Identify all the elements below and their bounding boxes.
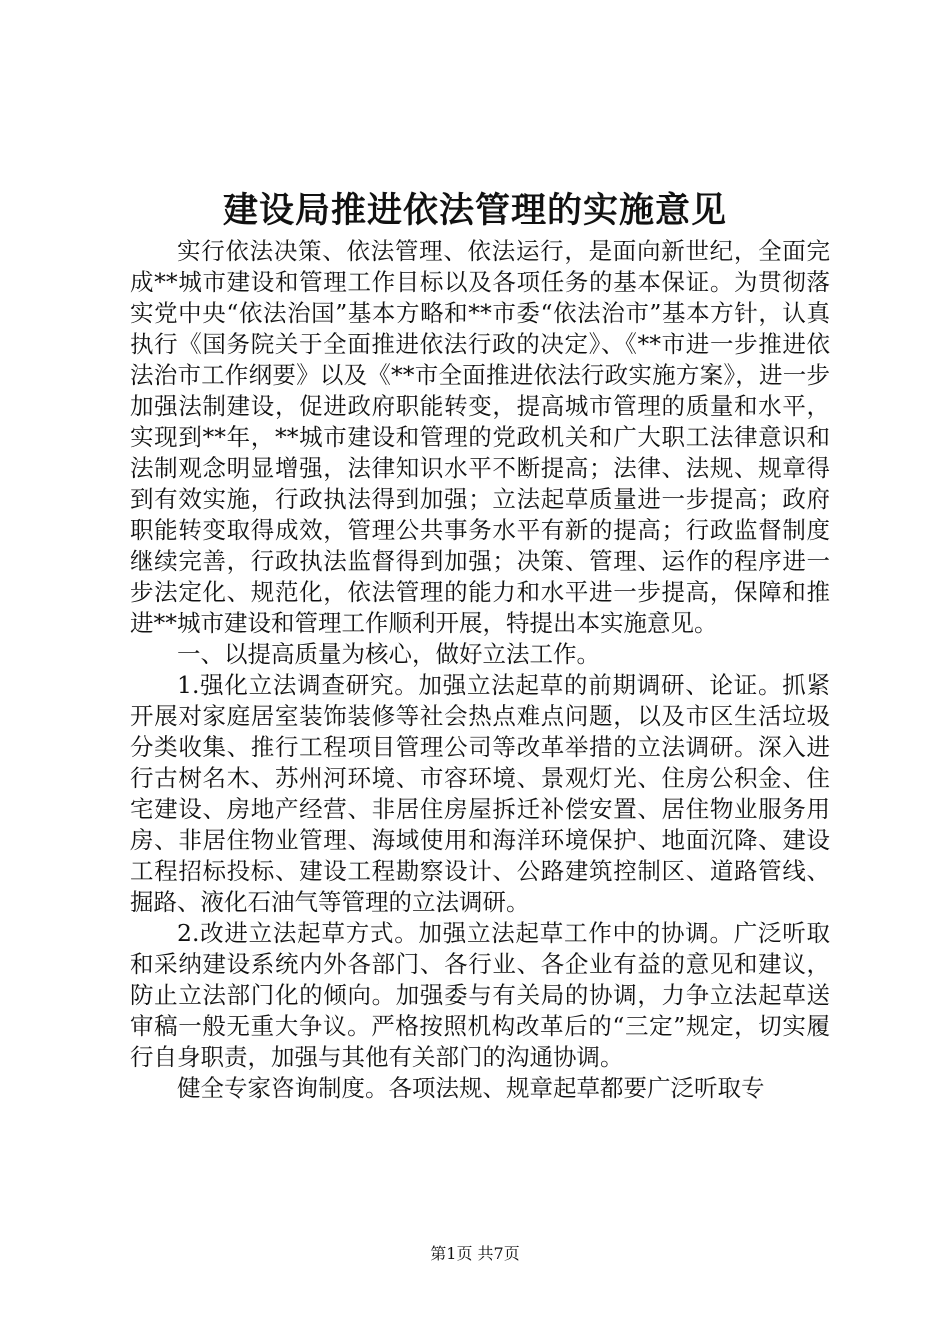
document-body xyxy=(130,236,830,1104)
paragraph-item-2: 2.改进立法起草方式。加强立法起草工作中的协调。广泛听取和采纳建设系统内外各部门、各行业、各企业有益的意见和建议，防止立法部门化的倾向。加强委与有关局的协调，力争立法起草送审稿一般无重大争议。严格按照机构改革后的“三定”规定，切实履行自身职责，加强与其他有关部门的沟通协调。 xyxy=(130,919,830,1071)
paragraph-item-1: 1.强化立法调查研究。加强立法起草的前期调研、论证。抓紧开展对家庭居室装饰装修等社会热点难点问题，以及市区生活垃圾分类收集、推行工程项目管理公司等改革举措的立法调研。深入进行古树名木、苏州河环境、市容环境、景观灯光、住房公积金、住宅建设、房地产经营、非居住房屋拆迁补偿安置、居住物业服务用房、非居住物业管理、海域使用和海洋环境保护、地面沉降、建设工程招标投标、建设工程勘察设计、公路建筑控制区、道路管线、掘路、液化石油气等管理的立法调研。 xyxy=(130,671,830,916)
document-title: 建设局推进依法管理的实施意见 xyxy=(222,190,727,231)
paragraph-expert-consultation: 健全专家咨询制度。各项法规、规章起草都要广泛听取专 xyxy=(177,1074,765,1102)
page-footer: 第1页 共7页 xyxy=(430,1244,520,1263)
paragraph-section-heading: 一、以提高质量为核心，做好立法工作。 xyxy=(177,640,600,668)
paragraph-intro: 实行依法决策、依法管理、依法运行，是面向新世纪，全面完成**城市建设和管理工作目标以及各项任务的基本保证。为贯彻落实党中央“依法治国”基本方略和**市委“依法治市”基本方针，认真执行《国务院关于全面推进依法行政的决定》、《**市进一步推进依法治市工作纲要》以及《**市全面推进依法行政实施方案》，进一步加强法制建设，促进政府职能转变，提高城市管理的质量和水平，实现到**年，**城市建设和管理的党政机关和广大职工法律意识和法制观念明显增强，法律知识水平不断提高；法律、法规、规章得到有效实施，行政执法得到加强；立法起草质量进一步提高；政府职能转变取得成效，管理公共事务水平有新的提高；行政监督制度继续完善，行政执法监督得到加强；决策、管理、运作的程序进一步法定化、规范化，依法管理的能力和水平进一步提高，保障和推进**城市建设和管理工作顺利开展，特提出本实施意见。 xyxy=(130,237,830,637)
